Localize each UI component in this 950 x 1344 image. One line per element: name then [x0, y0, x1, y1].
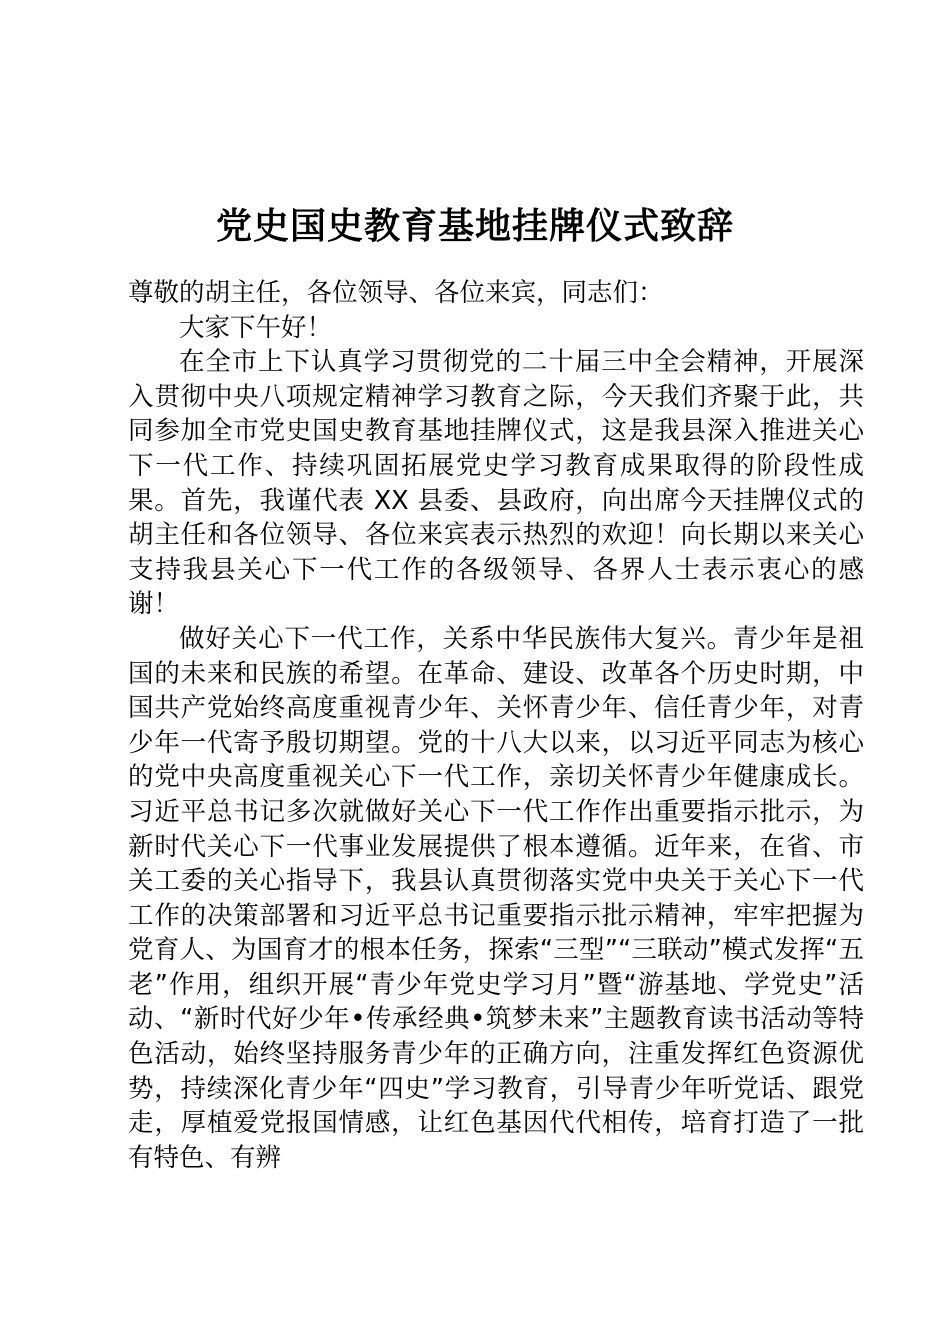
document-body: [128, 276, 864, 1175]
paragraph-background: 做好关心下一代工作，关系中华民族伟大复兴。青少年是祖国的未来和民族的希望。在革命、建设、改革各个历史时期，中国共产党始终高度重视青少年、关怀青少年、信任青少年，对青少年一代寄予殷切期望。党的十八大以来，以习近平同志为核心的党中央高度重视关心下一代工作，亲切关怀青少年健康成长。习近平总书记多次就做好关心下一代工作作出重要指示批示，为新时代关心下一代事业发展提供了根本遵循。近年来，在省、市关工委的关心指导下，我县认真贯彻落实党中央关于关心下一代工作的决策部署和习近平总书记重要指示批示精神，牢牢把握为党育人、为国育才的根本任务，探索“三型”“三联动”模式发挥“五老”作用，组织开展“青少年党史学习月”暨“游基地、学党史”活动、“新时代好少年•传承经典•筑梦未来”主题教育读书活动等特色活动，始终坚持服务青少年的正确方向，注重发挥红色资源优势，持续深化青少年“四史”学习教育，引导青少年听党话、跟党走，厚植爱党报国情感，让红色基因代代相传，培育打造了一批有特色、有辨: [128, 623, 864, 1173]
paragraph-greeting: 大家下午好！: [179, 312, 333, 343]
document-title: 党史国史教育基地挂牌仪式致辞: [215, 205, 734, 248]
salutation: 尊敬的胡主任，各位领导、各位来宾，同志们：: [128, 278, 664, 308]
paragraph-opening: 在全市上下认真学习贯彻党的二十届三中全会精神，开展深入贯彻中央八项规定精神学习教育之际，今天我们齐聚于此，共同参加全市党史国史教育基地挂牌仪式，这是我县深入推进关心下一代工作、持续巩固拓展党史学习教育成果取得的阶段性成果。首先，我谨代表 XX 县委、县政府，向出席今天挂牌仪式的胡主任和各位领导、各位来宾表示热烈的欢迎！向长期以来关心支持我县关心下一代工作的各级领导、各界人士表示衷心的感谢！: [128, 347, 864, 620]
